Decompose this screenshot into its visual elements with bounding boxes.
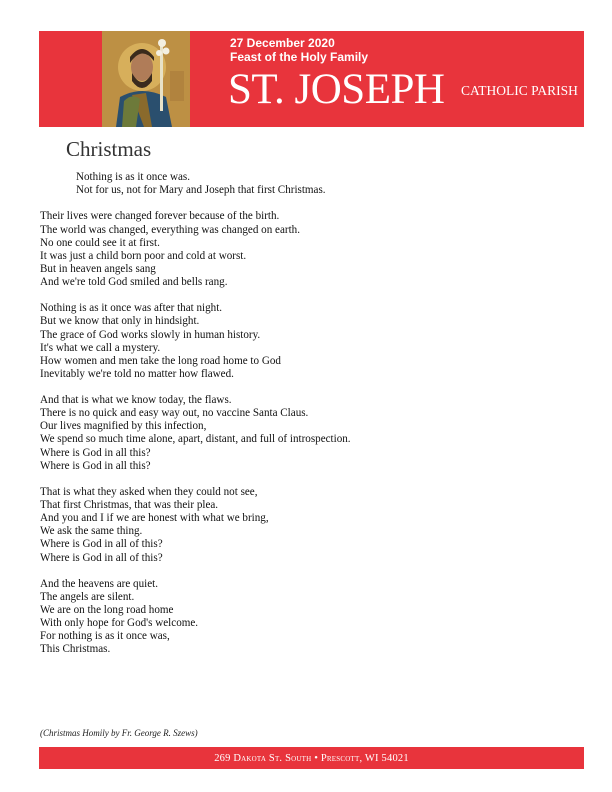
- poem-line: There is no quick and easy way out, no vaccine Santa Claus.: [40, 407, 309, 420]
- poem-line: Inevitably we're told no matter how flawed.: [40, 367, 234, 380]
- stanza: [40, 171, 585, 197]
- poem-line: We spend so much time alone, apart, distant, and full of introspection.: [40, 433, 351, 446]
- stanza: [40, 486, 585, 565]
- footer-banner: [39, 747, 584, 769]
- poem-line: Where is God in all of this?: [40, 538, 163, 551]
- poem-line: That is what they asked when they could not see,: [40, 486, 258, 499]
- stanza: [40, 394, 585, 473]
- poem-line: We are on the long road home: [40, 604, 174, 617]
- poem-line: Not for us, not for Mary and Joseph that first Christmas.: [76, 184, 326, 197]
- poem-line: Where is God in all this?: [40, 446, 151, 459]
- poem-line: The grace of God works slowly in human history.: [40, 328, 261, 341]
- saint-joseph-icon: [102, 31, 190, 127]
- poem-line: The angels are silent.: [40, 591, 135, 604]
- poem-line: It was just a child born poor and cold at worst.: [40, 249, 247, 262]
- poem-line: That first Christmas, that was their plea.: [40, 499, 219, 512]
- poem-line: Where is God in all of this?: [40, 551, 163, 564]
- poem-line: We ask the same thing.: [40, 525, 143, 538]
- poem-line: No one could see it at first.: [40, 236, 160, 249]
- poem-line: But we know that only in hindsight.: [40, 315, 200, 328]
- issue-date: 27 December 2020: [230, 36, 335, 50]
- poem-line: With only hope for God's welcome.: [40, 617, 199, 630]
- poem-line: It's what we call a mystery.: [40, 341, 161, 354]
- poem-line: How women and men take the long road home to God: [40, 354, 281, 367]
- poem-line: And you and I if we are honest with what we bring,: [40, 512, 269, 525]
- parish-address: 269 Dakota St. South • Prescott, WI 54021: [214, 753, 409, 764]
- page-title: Christmas: [66, 137, 152, 161]
- poem-line: And that is what we know today, the flaws.: [40, 394, 232, 407]
- poem-line: But in heaven angels sang: [40, 262, 156, 275]
- poem-line: The world was changed, everything was changed on earth.: [40, 223, 300, 236]
- stanza: [40, 578, 585, 657]
- poem-line: This Christmas.: [40, 643, 111, 656]
- feast-name: Feast of the Holy Family: [230, 50, 369, 64]
- stanza: [40, 302, 585, 381]
- poem-line: And the heavens are quiet.: [40, 577, 158, 590]
- poem-line: Nothing is as it once was after that night.: [40, 302, 223, 315]
- homily-credit: (Christmas Homily by Fr. George R. Szews): [40, 728, 198, 738]
- poem-line: Our lives magnified by this infection,: [40, 420, 207, 433]
- parish-subtitle: CATHOLIC PARISH: [461, 83, 578, 98]
- poem-line: And we're told God smiled and bells rang.: [40, 275, 228, 288]
- poem-body: [40, 171, 585, 670]
- poem-line: For nothing is as it once was,: [40, 630, 170, 643]
- poem-line: Their lives were changed forever because of the birth.: [40, 210, 280, 223]
- stanza: [40, 210, 585, 289]
- poem-line: Where is God in all this?: [40, 459, 151, 472]
- poem-line: Nothing is as it once was.: [76, 171, 191, 183]
- parish-name: ST. JOSEPH: [228, 66, 445, 113]
